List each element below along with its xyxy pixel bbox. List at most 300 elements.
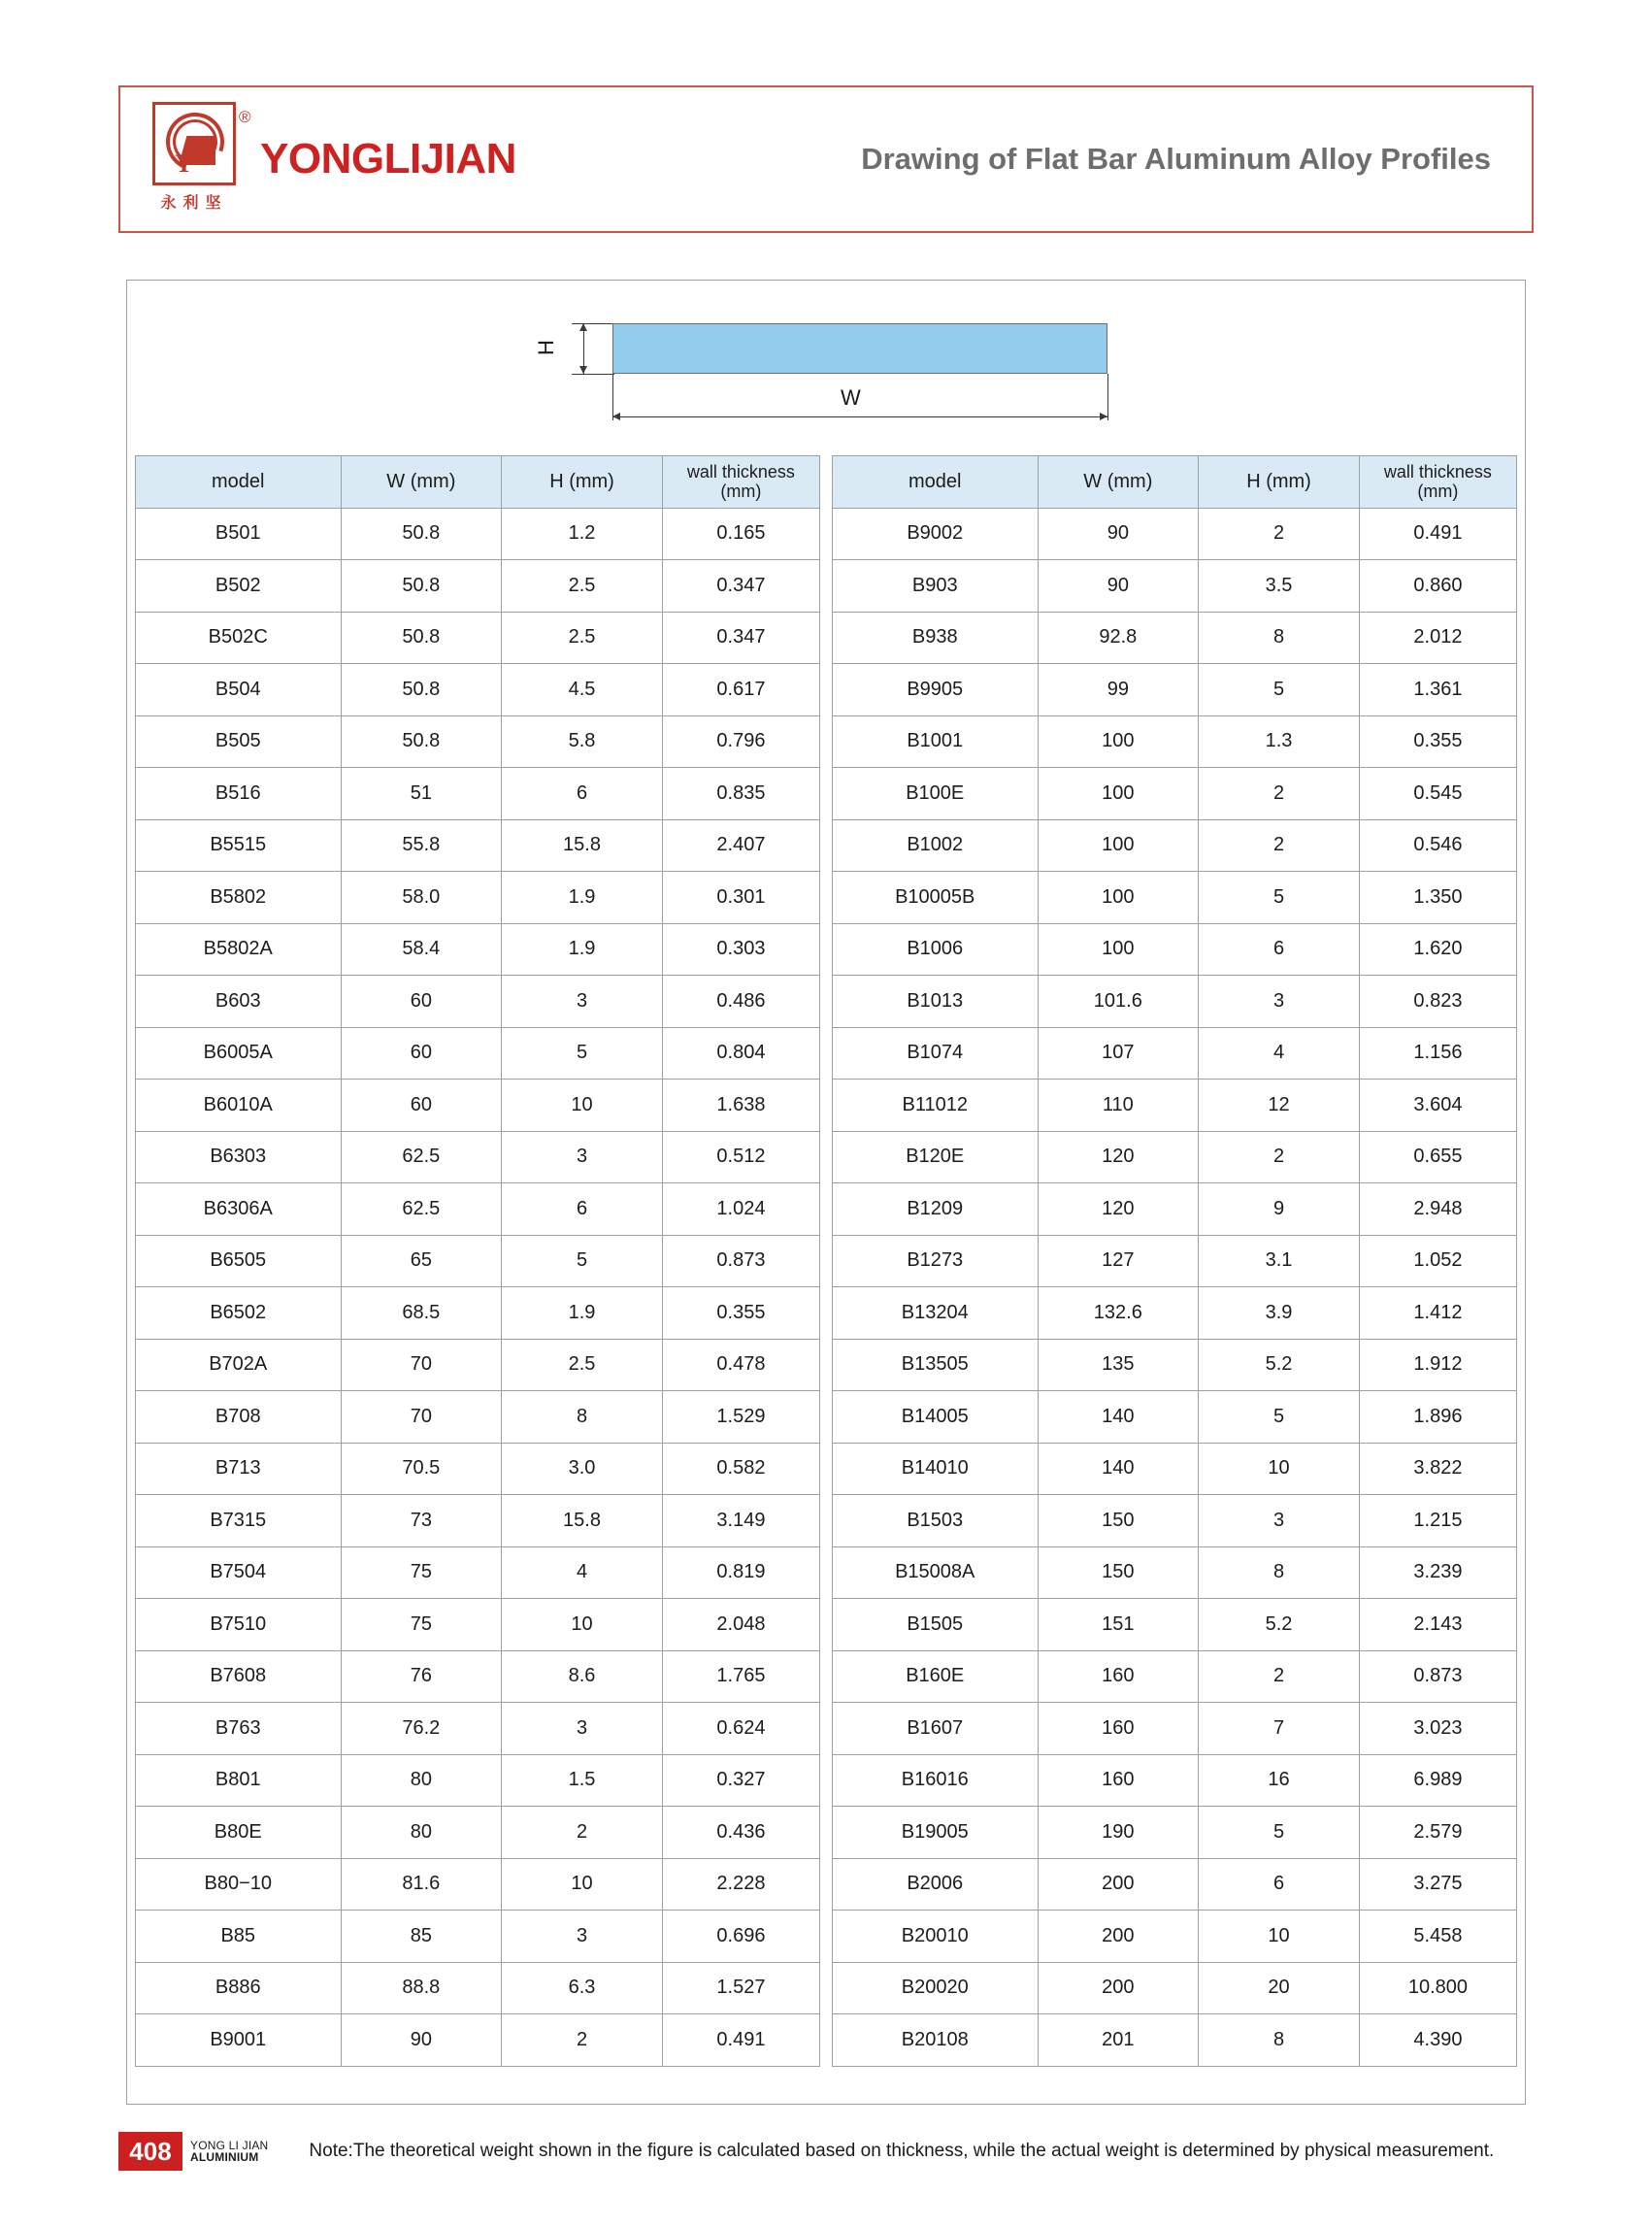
cell-t: 3.275 xyxy=(1359,1858,1516,1911)
table-row xyxy=(136,1080,820,1132)
cell-h: 5 xyxy=(1199,872,1360,924)
cell-model: B14005 xyxy=(833,1391,1039,1444)
cell-t: 2.048 xyxy=(662,1599,819,1651)
cell-h: 5 xyxy=(1199,664,1360,716)
footer-note: Note:The theoretical weight shown in the figure is calculated based on thickness, while the actual weight is determined by physical measurement. xyxy=(309,2141,1495,2161)
cell-w: 201 xyxy=(1038,2014,1199,2067)
cell-model: B502C xyxy=(136,612,342,664)
cell-t: 0.624 xyxy=(662,1703,819,1755)
cell-t: 4.390 xyxy=(1359,2014,1516,2067)
w-dimension-label: W xyxy=(841,385,861,410)
cell-t: 0.546 xyxy=(1359,819,1516,872)
cell-w: 88.8 xyxy=(341,1962,502,2014)
cell-t: 0.165 xyxy=(662,508,819,560)
cell-model: B20108 xyxy=(833,2014,1039,2067)
cell-w: 85 xyxy=(341,1911,502,1963)
cell-t: 0.436 xyxy=(662,1807,819,1859)
cell-model: B502 xyxy=(136,560,342,613)
cell-w: 51 xyxy=(341,768,502,820)
footer-brand-line1: YONG LI JIAN xyxy=(190,2138,269,2152)
cell-w: 50.8 xyxy=(341,715,502,768)
cell-model: B13204 xyxy=(833,1287,1039,1340)
table-row xyxy=(833,1911,1517,1963)
cell-h: 8 xyxy=(1199,612,1360,664)
cell-h: 5 xyxy=(502,1027,663,1080)
cell-model: B1505 xyxy=(833,1599,1039,1651)
cell-h: 6 xyxy=(1199,1858,1360,1911)
cell-h: 3.1 xyxy=(1199,1235,1360,1287)
cell-h: 2.5 xyxy=(502,612,663,664)
cell-h: 3 xyxy=(502,1911,663,1963)
cell-w: 50.8 xyxy=(341,508,502,560)
left-table-body xyxy=(136,508,820,2066)
cell-w: 110 xyxy=(1038,1080,1199,1132)
table-row xyxy=(833,923,1517,976)
brand-name: YONGLIJIAN xyxy=(260,135,516,183)
cell-model: B1503 xyxy=(833,1495,1039,1547)
cell-h: 10 xyxy=(502,1080,663,1132)
cell-t: 5.458 xyxy=(1359,1911,1516,1963)
cell-w: 68.5 xyxy=(341,1287,502,1340)
cell-model: B1074 xyxy=(833,1027,1039,1080)
cell-t: 0.303 xyxy=(662,923,819,976)
cell-w: 76.2 xyxy=(341,1703,502,1755)
cell-model: B13505 xyxy=(833,1339,1039,1391)
cell-model: B7315 xyxy=(136,1495,342,1547)
cell-model: B702A xyxy=(136,1339,342,1391)
table-row xyxy=(833,1495,1517,1547)
cell-w: 76 xyxy=(341,1650,502,1703)
logo-mark xyxy=(149,102,251,216)
table-row xyxy=(136,1443,820,1495)
cell-w: 50.8 xyxy=(341,664,502,716)
cell-h: 10 xyxy=(1199,1911,1360,1963)
cell-h: 3 xyxy=(502,976,663,1028)
cell-model: B603 xyxy=(136,976,342,1028)
cell-model: B80E xyxy=(136,1807,342,1859)
cell-t: 1.638 xyxy=(662,1080,819,1132)
cell-h: 1.9 xyxy=(502,872,663,924)
cell-t: 0.486 xyxy=(662,976,819,1028)
cell-w: 70 xyxy=(341,1391,502,1444)
table-row xyxy=(833,872,1517,924)
cell-h: 8 xyxy=(502,1391,663,1444)
cell-h: 5.8 xyxy=(502,715,663,768)
cell-t: 3.239 xyxy=(1359,1546,1516,1599)
table-row xyxy=(833,612,1517,664)
cell-h: 10 xyxy=(502,1858,663,1911)
cell-h: 3.0 xyxy=(502,1443,663,1495)
table-row xyxy=(833,1546,1517,1599)
table-row xyxy=(833,1650,1517,1703)
cell-w: 90 xyxy=(341,2014,502,2067)
cell-t: 2.012 xyxy=(1359,612,1516,664)
cell-h: 9 xyxy=(1199,1183,1360,1236)
column-header-width: W (mm) xyxy=(1038,456,1199,509)
table-row xyxy=(136,1546,820,1599)
cell-model: B120E xyxy=(833,1131,1039,1183)
cell-model: B160E xyxy=(833,1650,1039,1703)
table-row xyxy=(136,819,820,872)
w-arrow-right-icon xyxy=(1100,413,1107,420)
cell-h: 5.2 xyxy=(1199,1599,1360,1651)
cell-w: 107 xyxy=(1038,1027,1199,1080)
cell-model: B1273 xyxy=(833,1235,1039,1287)
cell-model: B9001 xyxy=(136,2014,342,2067)
cell-model: B6306A xyxy=(136,1183,342,1236)
cell-w: 81.6 xyxy=(341,1858,502,1911)
cell-model: B708 xyxy=(136,1391,342,1444)
cell-t: 1.765 xyxy=(662,1650,819,1703)
h-arrow-bottom-icon xyxy=(579,366,587,374)
table-row xyxy=(136,715,820,768)
cell-h: 2 xyxy=(502,1807,663,1859)
cell-model: B501 xyxy=(136,508,342,560)
cell-h: 8 xyxy=(1199,1546,1360,1599)
spec-tables xyxy=(127,455,1525,2075)
cell-h: 7 xyxy=(1199,1703,1360,1755)
cell-w: 200 xyxy=(1038,1911,1199,1963)
cell-t: 0.478 xyxy=(662,1339,819,1391)
cell-h: 16 xyxy=(1199,1754,1360,1807)
cell-w: 140 xyxy=(1038,1391,1199,1444)
w-dimension-line xyxy=(612,416,1107,417)
cell-model: B7608 xyxy=(136,1650,342,1703)
cell-w: 90 xyxy=(1038,560,1199,613)
wall-thickness-line1: wall thickness xyxy=(1383,462,1492,482)
cell-model: B1002 xyxy=(833,819,1039,872)
cell-h: 10 xyxy=(1199,1443,1360,1495)
cell-h: 4 xyxy=(502,1546,663,1599)
cell-w: 100 xyxy=(1038,872,1199,924)
cell-model: B763 xyxy=(136,1703,342,1755)
cell-model: B19005 xyxy=(833,1807,1039,1859)
cell-w: 101.6 xyxy=(1038,976,1199,1028)
column-header-wall-thickness xyxy=(1359,456,1516,509)
table-row xyxy=(833,560,1517,613)
table-row xyxy=(136,1183,820,1236)
flat-bar-shape xyxy=(612,323,1107,374)
cell-t: 2.579 xyxy=(1359,1807,1516,1859)
left-table-wrapper xyxy=(135,455,820,2067)
column-header-model: model xyxy=(136,456,342,509)
table-row xyxy=(136,1807,820,1859)
cell-t: 0.347 xyxy=(662,560,819,613)
cell-w: 75 xyxy=(341,1546,502,1599)
company-logo xyxy=(120,87,516,231)
logo-letter: Y xyxy=(175,150,193,178)
cell-h: 6 xyxy=(502,768,663,820)
cell-w: 135 xyxy=(1038,1339,1199,1391)
cell-t: 0.796 xyxy=(662,715,819,768)
cell-w: 80 xyxy=(341,1754,502,1807)
cell-h: 5 xyxy=(502,1235,663,1287)
cell-t: 1.156 xyxy=(1359,1027,1516,1080)
right-table-wrapper xyxy=(832,455,1517,2067)
cell-t: 1.412 xyxy=(1359,1287,1516,1340)
cell-w: 58.4 xyxy=(341,923,502,976)
cell-model: B886 xyxy=(136,1962,342,2014)
table-row xyxy=(136,2014,820,2067)
cell-t: 1.527 xyxy=(662,1962,819,2014)
table-row xyxy=(833,508,1517,560)
cell-h: 1.9 xyxy=(502,923,663,976)
cell-model: B100E xyxy=(833,768,1039,820)
right-table-body xyxy=(833,508,1517,2066)
table-row xyxy=(833,1235,1517,1287)
cell-t: 3.604 xyxy=(1359,1080,1516,1132)
logo-chinese-name: 永利坚 xyxy=(160,193,228,212)
cell-t: 1.215 xyxy=(1359,1495,1516,1547)
cell-h: 3 xyxy=(1199,1495,1360,1547)
column-header-height: H (mm) xyxy=(502,456,663,509)
table-row xyxy=(136,1339,820,1391)
cell-model: B85 xyxy=(136,1911,342,1963)
table-row xyxy=(136,560,820,613)
table-row xyxy=(833,1807,1517,1859)
cell-h: 10 xyxy=(502,1599,663,1651)
footer-brand-line2: ALUMINIUM xyxy=(190,2150,259,2164)
cell-w: 92.8 xyxy=(1038,612,1199,664)
cell-w: 62.5 xyxy=(341,1183,502,1236)
cell-h: 20 xyxy=(1199,1962,1360,2014)
cell-h: 6 xyxy=(502,1183,663,1236)
cell-t: 0.617 xyxy=(662,664,819,716)
cell-model: B16016 xyxy=(833,1754,1039,1807)
cell-t: 0.512 xyxy=(662,1131,819,1183)
cell-t: 0.491 xyxy=(1359,508,1516,560)
table-row xyxy=(136,1495,820,1547)
content-panel xyxy=(126,280,1526,2105)
cell-w: 62.5 xyxy=(341,1131,502,1183)
h-dimension-label: H xyxy=(533,340,558,355)
table-row xyxy=(136,1235,820,1287)
wall-thickness-line1: wall thickness xyxy=(686,462,795,482)
cell-model: B15008A xyxy=(833,1546,1039,1599)
cell-w: 150 xyxy=(1038,1495,1199,1547)
table-header-row xyxy=(833,456,1517,509)
cell-w: 90 xyxy=(1038,508,1199,560)
table-row xyxy=(136,1599,820,1651)
table-row xyxy=(833,768,1517,820)
cell-t: 0.819 xyxy=(662,1546,819,1599)
page-number-badge: 408 xyxy=(118,2132,182,2171)
table-row xyxy=(136,923,820,976)
column-header-model: model xyxy=(833,456,1039,509)
cell-t: 0.582 xyxy=(662,1443,819,1495)
table-row xyxy=(833,2014,1517,2067)
cell-model: B6502 xyxy=(136,1287,342,1340)
cell-t: 1.052 xyxy=(1359,1235,1516,1287)
cell-h: 2.5 xyxy=(502,560,663,613)
cell-w: 50.8 xyxy=(341,612,502,664)
table-row xyxy=(833,1339,1517,1391)
cell-h: 15.8 xyxy=(502,819,663,872)
table-row xyxy=(136,768,820,820)
table-row xyxy=(136,1703,820,1755)
cell-h: 1.2 xyxy=(502,508,663,560)
cell-h: 1.5 xyxy=(502,1754,663,1807)
cell-t: 2.228 xyxy=(662,1858,819,1911)
cell-w: 100 xyxy=(1038,768,1199,820)
cell-w: 70 xyxy=(341,1339,502,1391)
cell-model: B6505 xyxy=(136,1235,342,1287)
table-row xyxy=(136,612,820,664)
cell-t: 2.407 xyxy=(662,819,819,872)
table-row xyxy=(833,1962,1517,2014)
cell-model: B1013 xyxy=(833,976,1039,1028)
cell-w: 80 xyxy=(341,1807,502,1859)
table-row xyxy=(136,664,820,716)
cell-t: 0.655 xyxy=(1359,1131,1516,1183)
wall-thickness-line2: (mm) xyxy=(720,482,762,502)
cell-model: B6010A xyxy=(136,1080,342,1132)
cell-t: 2.948 xyxy=(1359,1183,1516,1236)
cell-w: 120 xyxy=(1038,1183,1199,1236)
cell-model: B7510 xyxy=(136,1599,342,1651)
cell-t: 1.912 xyxy=(1359,1339,1516,1391)
cell-model: B713 xyxy=(136,1443,342,1495)
column-header-height: H (mm) xyxy=(1199,456,1360,509)
wall-thickness-line2: (mm) xyxy=(1417,482,1459,502)
cell-h: 15.8 xyxy=(502,1495,663,1547)
cell-t: 0.347 xyxy=(662,612,819,664)
cell-w: 65 xyxy=(341,1235,502,1287)
h-extension-bottom xyxy=(572,374,614,375)
cell-h: 3 xyxy=(1199,976,1360,1028)
cell-w: 127 xyxy=(1038,1235,1199,1287)
cell-h: 6.3 xyxy=(502,1962,663,2014)
table-row xyxy=(136,1027,820,1080)
cell-w: 60 xyxy=(341,1080,502,1132)
cell-h: 5.2 xyxy=(1199,1339,1360,1391)
cell-h: 12 xyxy=(1199,1080,1360,1132)
column-header-wall-thickness xyxy=(662,456,819,509)
cell-t: 10.800 xyxy=(1359,1962,1516,2014)
cell-h: 2 xyxy=(1199,508,1360,560)
cell-w: 55.8 xyxy=(341,819,502,872)
column-header-width: W (mm) xyxy=(341,456,502,509)
cell-t: 0.545 xyxy=(1359,768,1516,820)
w-extension-right xyxy=(1107,374,1108,420)
cell-h: 8.6 xyxy=(502,1650,663,1703)
table-row xyxy=(833,664,1517,716)
cell-model: B504 xyxy=(136,664,342,716)
cell-t: 1.024 xyxy=(662,1183,819,1236)
cell-model: B1006 xyxy=(833,923,1039,976)
table-row xyxy=(136,1911,820,1963)
cell-t: 3.023 xyxy=(1359,1703,1516,1755)
cell-t: 3.149 xyxy=(662,1495,819,1547)
cell-h: 3.5 xyxy=(1199,560,1360,613)
cell-model: B505 xyxy=(136,715,342,768)
h-arrow-top-icon xyxy=(579,323,587,331)
cell-h: 4 xyxy=(1199,1027,1360,1080)
cell-w: 99 xyxy=(1038,664,1199,716)
cell-t: 1.361 xyxy=(1359,664,1516,716)
cell-model: B14010 xyxy=(833,1443,1039,1495)
cell-h: 6 xyxy=(1199,923,1360,976)
cell-w: 200 xyxy=(1038,1858,1199,1911)
cell-w: 160 xyxy=(1038,1754,1199,1807)
cell-t: 0.804 xyxy=(662,1027,819,1080)
cell-model: B516 xyxy=(136,768,342,820)
cell-t: 1.896 xyxy=(1359,1391,1516,1444)
cell-w: 160 xyxy=(1038,1650,1199,1703)
table-row xyxy=(136,508,820,560)
cell-h: 3 xyxy=(502,1131,663,1183)
cell-model: B1001 xyxy=(833,715,1039,768)
cell-h: 4.5 xyxy=(502,664,663,716)
cell-w: 100 xyxy=(1038,819,1199,872)
cell-model: B938 xyxy=(833,612,1039,664)
table-row xyxy=(833,1027,1517,1080)
cell-t: 6.989 xyxy=(1359,1754,1516,1807)
cell-model: B6303 xyxy=(136,1131,342,1183)
cell-h: 2 xyxy=(502,2014,663,2067)
cell-w: 200 xyxy=(1038,1962,1199,2014)
table-row xyxy=(833,1287,1517,1340)
cell-h: 2 xyxy=(1199,1650,1360,1703)
cell-model: B11012 xyxy=(833,1080,1039,1132)
cell-model: B20020 xyxy=(833,1962,1039,2014)
cell-model: B5802A xyxy=(136,923,342,976)
cell-t: 0.860 xyxy=(1359,560,1516,613)
table-row xyxy=(833,1599,1517,1651)
table-row xyxy=(136,1287,820,1340)
cell-h: 8 xyxy=(1199,2014,1360,2067)
cell-t: 0.491 xyxy=(662,2014,819,2067)
cell-model: B5802 xyxy=(136,872,342,924)
cell-t: 0.327 xyxy=(662,1754,819,1807)
page-header xyxy=(118,85,1534,233)
spec-table-right xyxy=(832,455,1517,2067)
table-row xyxy=(136,1754,820,1807)
cell-h: 2.5 xyxy=(502,1339,663,1391)
table-row xyxy=(833,1183,1517,1236)
cell-t: 0.355 xyxy=(1359,715,1516,768)
cell-t: 1.350 xyxy=(1359,872,1516,924)
cell-h: 1.3 xyxy=(1199,715,1360,768)
registered-trademark-icon: ® xyxy=(239,108,251,126)
cell-h: 3.9 xyxy=(1199,1287,1360,1340)
cell-model: B903 xyxy=(833,560,1039,613)
cell-t: 0.873 xyxy=(1359,1650,1516,1703)
table-row xyxy=(833,1443,1517,1495)
cell-model: B9002 xyxy=(833,508,1039,560)
table-row xyxy=(136,1650,820,1703)
cell-w: 100 xyxy=(1038,715,1199,768)
cell-model: B20010 xyxy=(833,1911,1039,1963)
h-extension-top xyxy=(572,323,614,324)
cell-w: 151 xyxy=(1038,1599,1199,1651)
page-title: Drawing of Flat Bar Aluminum Alloy Profiles xyxy=(861,142,1491,176)
table-row xyxy=(136,1391,820,1444)
cell-model: B1209 xyxy=(833,1183,1039,1236)
cell-t: 0.301 xyxy=(662,872,819,924)
cell-model: B5515 xyxy=(136,819,342,872)
cell-w: 73 xyxy=(341,1495,502,1547)
cell-h: 2 xyxy=(1199,1131,1360,1183)
cell-h: 5 xyxy=(1199,1807,1360,1859)
cell-model: B9905 xyxy=(833,664,1039,716)
cell-t: 0.873 xyxy=(662,1235,819,1287)
table-row xyxy=(833,1080,1517,1132)
logo-emblem-icon xyxy=(152,102,236,185)
table-row xyxy=(833,976,1517,1028)
cell-w: 58.0 xyxy=(341,872,502,924)
cell-model: B801 xyxy=(136,1754,342,1807)
